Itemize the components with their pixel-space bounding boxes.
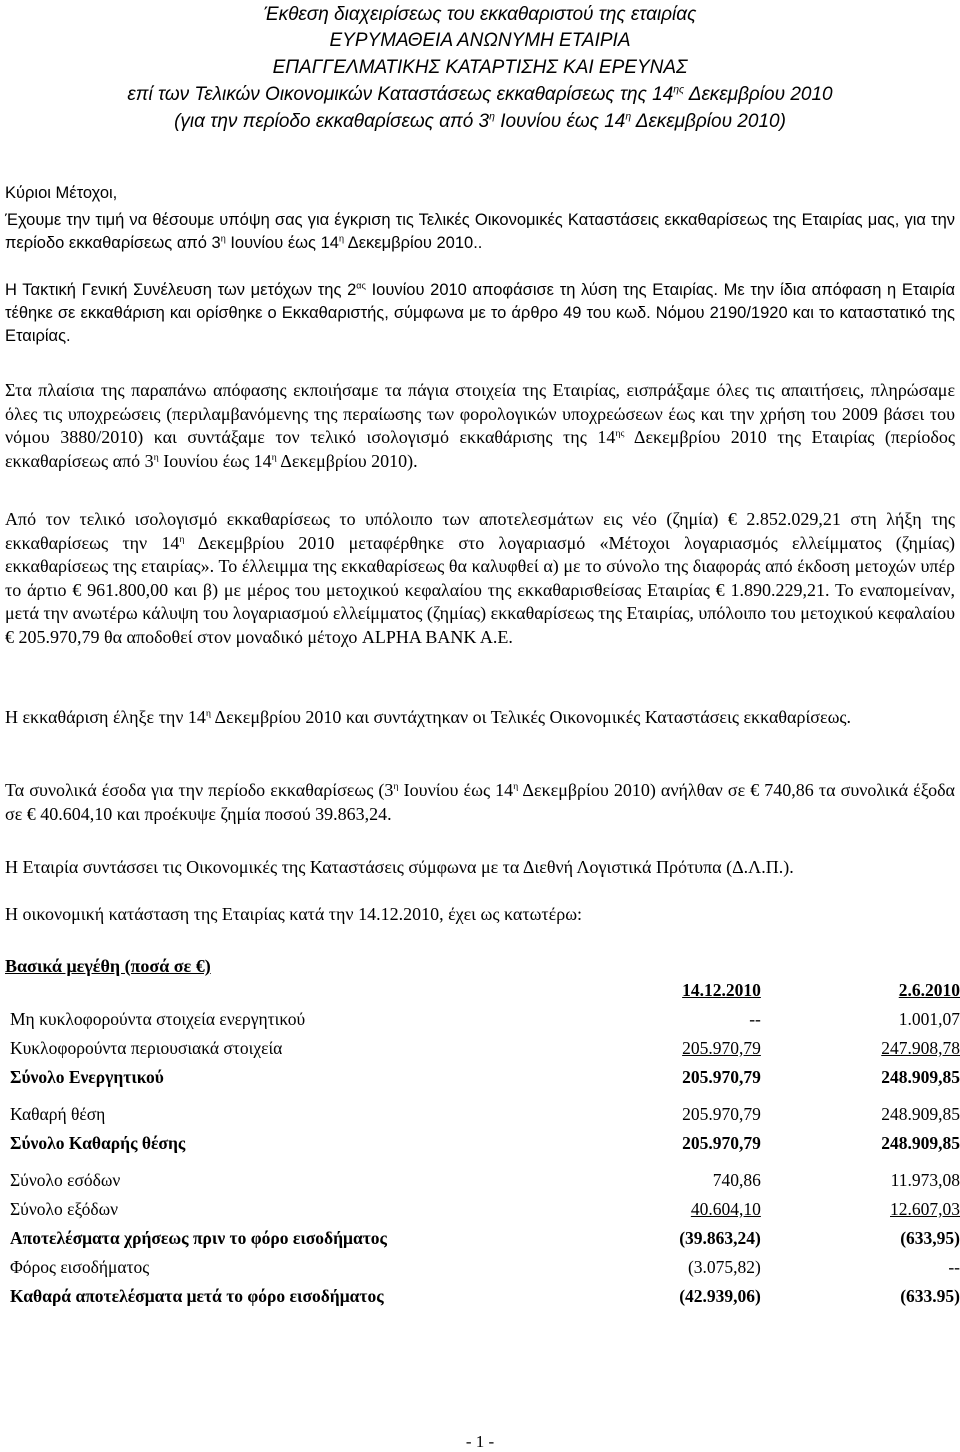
intro-paragraph-2: Η Τακτική Γενική Συνέλευση των μετόχων της $2^{\alpha\varsigma}$ Ιουνίου 2010 αποφάσισε τη λύση της Εταιρίας. Με την ίδια απόφαση η Εταιρία τέθηκε σε εκκαθάριση και ορίσθηκε ο Εκκαθαριστής, σύμφωνα με το άρθρο 49 του κωδ. Νόμου 2190/1920 και το καταστατικό της Εταιρίας. xyxy=(5,280,955,345)
table-row-total: Σύνολο Ενεργητικού 205.970,79 248.909,85 xyxy=(10,1067,960,1087)
table-header-row xyxy=(5,976,960,1005)
salutation: Κύριοι Μέτοχοι, xyxy=(5,184,118,202)
header-company-name-cont: ΕΠΑΓΓΕΛΜΑΤΙΚΗΣ ΚΑΤΑΡΤΙΣΗΣ ΚΑΙ ΕΡΕΥΝΑΣ xyxy=(272,57,688,78)
body-paragraph-5: Η εκκαθάριση έληξε την $14^\eta$ Δεκεμβρίου 2010 και συντάχτηκαν οι Τελικές Οικονομικές Καταστάσεις εκκαθαρίσεως. xyxy=(5,707,852,727)
column-header-2010-06: 2.6.2010 xyxy=(898,980,960,1000)
header-company-name: ΕΥΡΥΜΑΘΕΙΑ ΑΝΩΝΥΜΗ ΕΤΑΙΡΙΑ xyxy=(329,30,631,51)
table-row: Σύνολο εσόδων 740,86 11.973,08 xyxy=(10,1170,960,1190)
intro-paragraph-1: Έχουμε την τιμή να θέσουμε υπόψη σας για έγκριση τις Τελικές Οικονομικές Καταστάσεις εκκαθαρίσεως της Εταιρίας μας, για την περίοδο εκκαθαρίσεως από $3^\eta$ Ιουνίου έως $14^\eta$ Δεκεμβρίου 2010.. xyxy=(5,211,955,252)
table-row: Σύνολο εξόδων 40.604,10 12.607,03 xyxy=(10,1199,960,1219)
body-paragraph-4: Από τον τελικό ισολογισμό εκκαθαρίσεως το υπόλοιπο των αποτελεσμάτων εις νέο (ζημία) € 2.852.029,21 στη λήξη της εκκαθαρίσεως την $14^\eta$ Δεκεμβρίου 2010 μεταφέρθηκε στο λογαριασμό «Μέτοχοι λογαριασμός ελλείμματος (ζημίας) εκκαθαρίσεως της εταιρίας». Το έλλειμμα της εκκαθαρίσεως θα καλυφθεί α) με το σύνολο της διαφοράς από έκδοση μετοχών υπέρ το άρτιο € 961.800,00 και β) με μέρος του μετοχικού κεφαλαίου της εκκαθαρισθείσας Εταιρίας € 1.890.229,21. Το εναπομείναν, μετά την ανωτέρω κάλυψη του λογαριασμού ελλείμματος (ζημίας) εκκαθαρίσεως της Εταιρίας, υπόλοιπο του μετοχικού κεφαλαίου € 205.970,79 θα αποδοθεί στον μοναδικό μέτοχο ALPHA BANK A.E. xyxy=(5,509,956,647)
page-number: - 1 - xyxy=(465,1432,495,1451)
table-row: Μη κυκλοφορούντα στοιχεία ενεργητικού -- 1.001,07 xyxy=(10,1009,960,1029)
table-row: Καθαρή θέση 205.970,79 248.909,85 xyxy=(10,1104,960,1124)
table-row-total: Αποτελέσματα χρήσεως πριν το φόρο εισοδήματος (39.863,24) (633,95) xyxy=(10,1228,960,1248)
body-paragraph-8: Η οικονομική κατάσταση της Εταιρίας κατά την 14.12.2010, έχει ως κατωτέρω: xyxy=(5,904,583,924)
header-period: (για την περίοδο εκκαθαρίσεως από $3^\eta$ Ιουνίου έως $14^\eta$ Δεκεμβρίου 2010) xyxy=(174,111,786,132)
header-subject: επί των Τελικών Οικονομικών Καταστάσεως εκκαθαρίσεως της $14^{\eta\varsigma}$ Δεκεμβρίου 2010 xyxy=(127,84,833,105)
table-row: Κυκλοφορούντα περιουσιακά στοιχεία 205.970,79 247.908,78 xyxy=(10,1038,960,1058)
table-row-total: Καθαρά αποτελέσματα μετά το φόρο εισοδήματος (42.939,06) (633.95) xyxy=(10,1286,960,1306)
body-paragraph-6: Τα συνολικά έσοδα για την περίοδο εκκαθαρίσεως ($3^\eta$ Ιουνίου έως $14^\eta$ Δεκεμβρίου 2010) ανήλθαν σε € 740,86 τα συνολικά έξοδα σε € 40.604,10 και προέκυψε ζημία ποσού 39.863,24. xyxy=(5,780,955,824)
column-header-2010-12: 14.12.2010 xyxy=(682,980,761,1000)
body-paragraph-7: Η Εταιρία συντάσσει τις Οικονομικές της Καταστάσεις σύμφωνα με τα Διεθνή Λογιστικά Πρότυπα (Δ.Λ.Π.). xyxy=(5,857,794,877)
table-row-total: Σύνολο Καθαρής θέσης 205.970,79 248.909,85 xyxy=(10,1133,960,1153)
body-paragraph-3: Στα πλαίσια της παραπάνω απόφασης εκποιήσαμε τα πάγια στοιχεία της Εταιρίας, εισπράξαμε όλες τις απαιτήσεις, πληρώσαμε όλες τις υποχρεώσεις (περιλαμβανόμενης της περαίωσης των φορολογικών υποχρεώσεων έως και την χρήση του 2009 βάσει του νόμου 3880/2010) και συντάξαμε τον τελικό ισολογισμό εκκαθάρισης της $14^{\eta\varsigma}$ Δεκεμβρίου 2010 της Εταιρίας (περίοδος εκκαθαρίσεως από $3^\eta$ Ιουνίου έως $14^\eta$ Δεκεμβρίου 2010). xyxy=(5,380,955,471)
financial-summary-table xyxy=(5,976,960,1311)
table-row: Φόρος εισοδήματος (3.075,82) -- xyxy=(10,1257,960,1277)
table-title: Βασικά μεγέθη (ποσά σε €) xyxy=(5,956,211,976)
header-title: Έκθεση διαχειρίσεως του εκκαθαριστού της εταιρίας xyxy=(263,4,697,25)
